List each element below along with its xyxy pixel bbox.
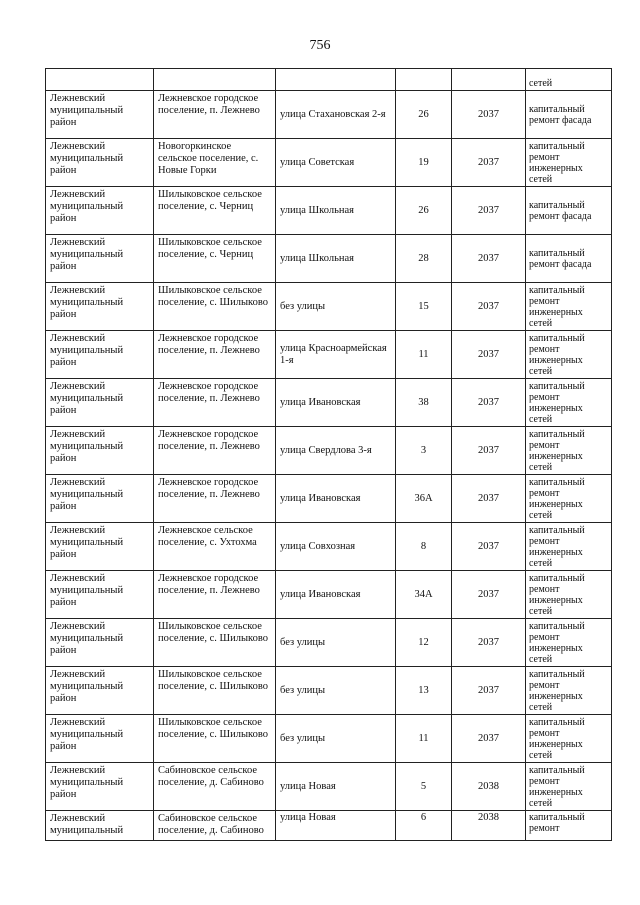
house-number-cell: 5 xyxy=(396,763,452,811)
work-type-cell: капитальный ремонт инженерных сетей xyxy=(526,667,612,715)
district-cell: Лежневский муниципальный район xyxy=(46,763,154,811)
work-type-cell: капитальный ремонт фасада xyxy=(526,91,612,139)
work-type-cell: капитальный ремонт инженерных сетей xyxy=(526,571,612,619)
settlement-cell: Лежневское сельское поселение, с. Ухтохма xyxy=(154,523,276,571)
table-body xyxy=(46,69,612,841)
district-cell: Лежневский муниципальный район xyxy=(46,427,154,475)
table-row xyxy=(46,91,612,139)
work-type-cell: капитальный ремонт инженерных сетей xyxy=(526,379,612,427)
street-cell: улица Новая xyxy=(276,763,396,811)
table-row xyxy=(46,379,612,427)
work-type-cell: капитальный ремонт инженерных сетей xyxy=(526,139,612,187)
house-number-cell: 26 xyxy=(396,91,452,139)
year-cell: 2037 xyxy=(452,283,526,331)
settlement-cell: Шилыковское сельское поселение, с. Шилыково xyxy=(154,715,276,763)
year-cell: 2037 xyxy=(452,619,526,667)
work-type-cell: капитальный ремонт инженерных сетей xyxy=(526,475,612,523)
year-cell: 2037 xyxy=(452,475,526,523)
district-cell: Лежневский муниципальный район xyxy=(46,283,154,331)
work-type-cell: капитальный ремонт инженерных сетей xyxy=(526,763,612,811)
year-cell: 2037 xyxy=(452,235,526,283)
settlement-cell: Сабиновское сельское поселение, д. Сабиново xyxy=(154,811,276,841)
settlement-cell: Лежневское городское поселение, п. Лежнево xyxy=(154,427,276,475)
district-cell: Лежневский муниципальный район xyxy=(46,523,154,571)
table-row xyxy=(46,475,612,523)
house-number-cell: 13 xyxy=(396,667,452,715)
district-cell: Лежневский муниципальный район xyxy=(46,619,154,667)
district-cell: Лежневский муниципальный район xyxy=(46,475,154,523)
table-row xyxy=(46,187,612,235)
year-cell: 2037 xyxy=(452,571,526,619)
work-type-cell: капитальный ремонт инженерных сетей xyxy=(526,523,612,571)
house-number-cell: 19 xyxy=(396,139,452,187)
year-cell: 2037 xyxy=(452,427,526,475)
district-cell: Лежневский муниципальный район xyxy=(46,667,154,715)
settlement-cell: Шилыковское сельское поселение, с. Черниц xyxy=(154,235,276,283)
settlement-cell: Новогоркинское сельское поселение, с. Новые Горки xyxy=(154,139,276,187)
year-cell xyxy=(452,69,526,91)
work-type-cell: капитальный ремонт xyxy=(526,811,612,841)
district-cell: Лежневский муниципальный район xyxy=(46,379,154,427)
street-cell: улица Школьная xyxy=(276,187,396,235)
page-number: 756 xyxy=(309,38,331,53)
district-cell: Лежневский муниципальный район xyxy=(46,187,154,235)
settlement-cell: Лежневское городское поселение, п. Лежнево xyxy=(154,379,276,427)
year-cell: 2037 xyxy=(452,139,526,187)
street-cell: улица Красноармейская 1-я xyxy=(276,331,396,379)
year-cell: 2038 xyxy=(452,811,526,841)
settlement-cell: Шилыковское сельское поселение, с. Шилыково xyxy=(154,667,276,715)
house-number-cell: 11 xyxy=(396,715,452,763)
house-number-cell: 15 xyxy=(396,283,452,331)
house-number-cell: 36А xyxy=(396,475,452,523)
house-number-cell: 12 xyxy=(396,619,452,667)
year-cell: 2037 xyxy=(452,379,526,427)
house-number-cell: 28 xyxy=(396,235,452,283)
table-row xyxy=(46,811,612,841)
settlement-cell: Лежневское городское поселение, п. Лежнево xyxy=(154,331,276,379)
work-type-cell: капитальный ремонт инженерных сетей xyxy=(526,427,612,475)
street-cell: улица Новая xyxy=(276,811,396,841)
table-row xyxy=(46,331,612,379)
year-cell: 2037 xyxy=(452,187,526,235)
district-cell: Лежневский муниципальный район xyxy=(46,235,154,283)
year-cell: 2037 xyxy=(452,523,526,571)
district-cell: Лежневский муниципальный район xyxy=(46,571,154,619)
district-cell: Лежневский муниципальный район xyxy=(46,139,154,187)
table-row xyxy=(46,235,612,283)
year-cell: 2037 xyxy=(452,91,526,139)
year-cell: 2037 xyxy=(452,667,526,715)
work-type-cell: капитальный ремонт фасада xyxy=(526,187,612,235)
year-cell: 2037 xyxy=(452,331,526,379)
year-cell: 2038 xyxy=(452,763,526,811)
work-type-cell: капитальный ремонт инженерных сетей xyxy=(526,283,612,331)
street-cell: улица Ивановская xyxy=(276,379,396,427)
street-cell: улица Ивановская xyxy=(276,571,396,619)
table-row xyxy=(46,139,612,187)
district-cell: Лежневский муниципальный район xyxy=(46,91,154,139)
settlement-cell: Шилыковское сельское поселение, с. Шилыково xyxy=(154,619,276,667)
district-cell xyxy=(46,69,154,91)
street-cell: улица Стахановская 2-я xyxy=(276,91,396,139)
house-number-cell: 8 xyxy=(396,523,452,571)
house-number-cell: 11 xyxy=(396,331,452,379)
table-row xyxy=(46,523,612,571)
street-cell xyxy=(276,69,396,91)
table-row xyxy=(46,715,612,763)
district-cell: Лежневский муниципальный район xyxy=(46,331,154,379)
house-number-cell: 3 xyxy=(396,427,452,475)
work-type-cell: капитальный ремонт инженерных сетей xyxy=(526,619,612,667)
street-cell: без улицы xyxy=(276,715,396,763)
settlement-cell: Шилыковское сельское поселение, с. Черниц xyxy=(154,187,276,235)
housing-register-table xyxy=(45,68,612,841)
house-number-cell: 34А xyxy=(396,571,452,619)
work-type-cell: капитальный ремонт фасада xyxy=(526,235,612,283)
street-cell: улица Свердлова 3-я xyxy=(276,427,396,475)
street-cell: улица Советская xyxy=(276,139,396,187)
table-row xyxy=(46,619,612,667)
work-type-cell: капитальный ремонт инженерных сетей xyxy=(526,331,612,379)
district-cell: Лежневский муниципальный xyxy=(46,811,154,841)
table-row xyxy=(46,763,612,811)
table-row xyxy=(46,667,612,715)
house-number-cell: 6 xyxy=(396,811,452,841)
table-row xyxy=(46,427,612,475)
settlement-cell: Лежневское городское поселение, п. Лежнево xyxy=(154,91,276,139)
continuation-row xyxy=(46,69,612,91)
street-cell: улица Ивановская xyxy=(276,475,396,523)
settlement-cell: Лежневское городское поселение, п. Лежнево xyxy=(154,475,276,523)
table-row xyxy=(46,571,612,619)
house-number-cell: 38 xyxy=(396,379,452,427)
house-number-cell: 26 xyxy=(396,187,452,235)
year-cell: 2037 xyxy=(452,715,526,763)
settlement-cell: Сабиновское сельское поселение, д. Сабиново xyxy=(154,763,276,811)
street-cell: без улицы xyxy=(276,283,396,331)
district-cell: Лежневский муниципальный район xyxy=(46,715,154,763)
work-cell: сетей xyxy=(526,69,612,91)
street-cell: без улицы xyxy=(276,667,396,715)
street-cell: улица Школьная xyxy=(276,235,396,283)
table-row xyxy=(46,283,612,331)
settlement-cell: Лежневское городское поселение, п. Лежнево xyxy=(154,571,276,619)
work-type-cell: капитальный ремонт инженерных сетей xyxy=(526,715,612,763)
house-cell xyxy=(396,69,452,91)
settlement-cell: Шилыковское сельское поселение, с. Шилыково xyxy=(154,283,276,331)
street-cell: улица Совхозная xyxy=(276,523,396,571)
street-cell: без улицы xyxy=(276,619,396,667)
settlement-cell xyxy=(154,69,276,91)
